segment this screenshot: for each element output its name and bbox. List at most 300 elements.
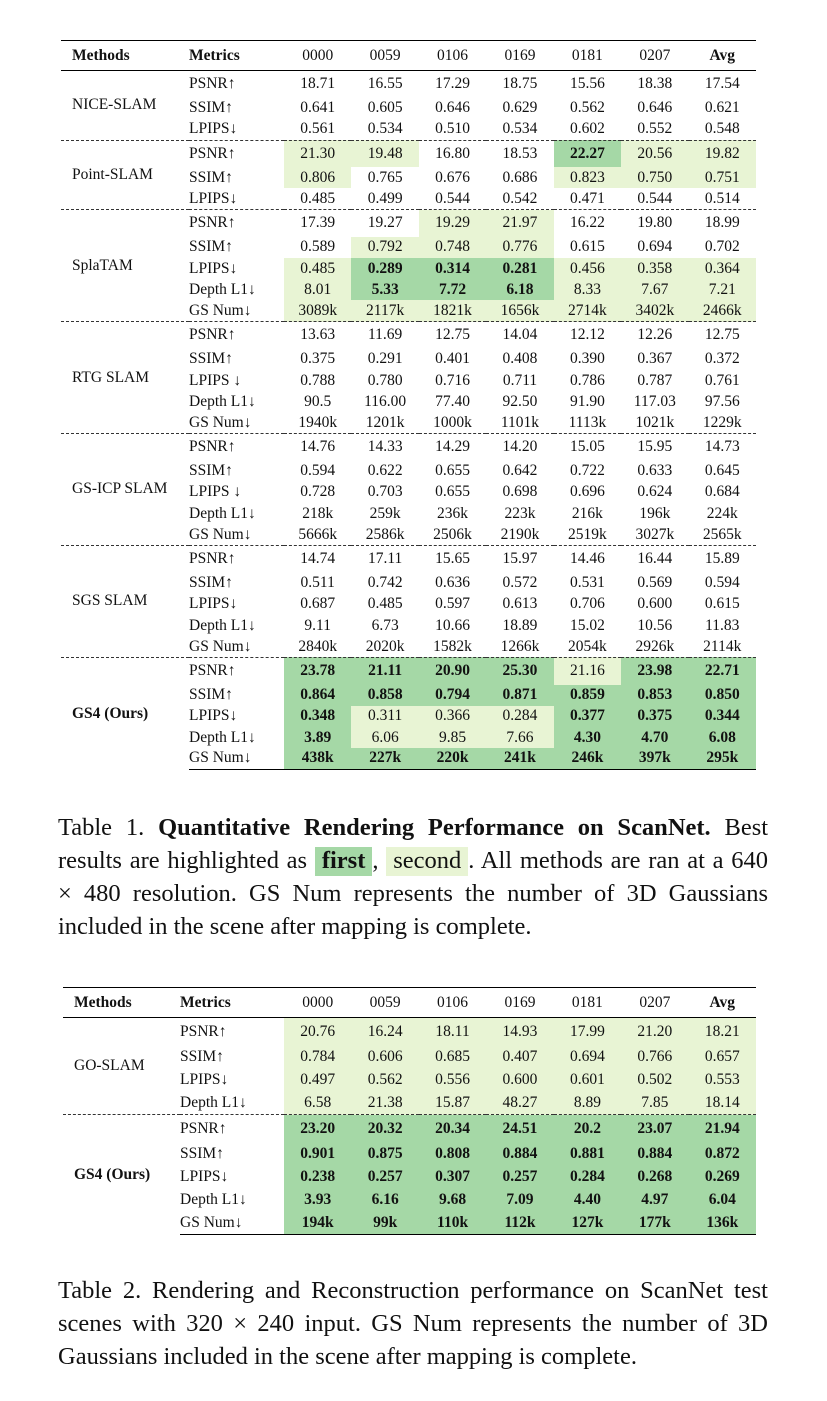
value-cell: 16.80 [419,140,486,167]
value-cell: 0.471 [569,189,605,207]
value-cell: 3089k [284,300,351,321]
value-cell: 196k [639,504,671,522]
value-cell: 0.364 [689,258,756,279]
value-cell: 0.766 [621,1046,688,1069]
value-cell: 1021k [635,413,675,431]
value-cell: 0.792 [351,237,418,258]
table-row [63,1115,756,1143]
value-cell: 17.29 [435,75,470,93]
value-cell: 0.615 [704,595,740,613]
value-cell: 0.875 [351,1143,418,1166]
value-cell: 0.375 [300,350,336,368]
value-cell: 0.776 [486,237,553,258]
value-cell: 1266k [500,637,540,655]
value-cell: 259k [369,504,401,522]
method-name: GS-ICP SLAM [61,434,189,546]
value-cell: 2840k [298,637,338,655]
metric-name: LPIPS↓ [189,120,238,138]
method-name: GS4 (Ours) [63,1115,180,1235]
value-cell: 0.562 [351,1069,418,1092]
value-cell: 0.562 [569,99,605,117]
column-header: 0207 [621,988,688,1018]
metric-name: GS Num↓ [189,301,252,319]
metric-name: Depth L1↓ [189,616,256,634]
value-cell: 90.5 [304,392,332,410]
value-cell: 18.14 [689,1092,756,1115]
value-cell: 15.56 [569,75,605,93]
value-cell: 0.390 [569,350,605,368]
metric-name: GS Num↓ [189,748,284,769]
metric-name: LPIPS↓ [180,1168,229,1185]
table-header-row [61,41,756,71]
value-cell: 0.750 [621,167,688,188]
value-cell: 0.238 [284,1166,351,1189]
value-cell: 0.784 [284,1046,351,1069]
value-cell: 8.33 [554,279,621,300]
value-cell: 0.642 [502,462,538,480]
column-header: 0169 [486,41,553,71]
value-cell: 18.89 [502,616,538,634]
value-cell: 20.32 [351,1115,418,1143]
value-cell: 18.38 [637,75,673,93]
value-cell: 0.872 [689,1143,756,1166]
value-cell: 17.39 [284,210,351,237]
method-name: SGS SLAM [61,545,189,657]
metric-name: Depth L1↓ [180,1093,247,1111]
value-cell: 0.765 [367,168,403,186]
value-cell: 0.748 [419,237,486,258]
value-cell: 0.552 [637,120,673,138]
value-cell: 0.544 [637,189,673,207]
value-cell: 220k [419,748,486,769]
value-cell: 0.311 [351,706,418,727]
value-cell: 2114k [703,637,742,655]
value-cell: 14.93 [486,1018,553,1046]
value-cell: 0.456 [554,258,621,279]
value-cell: 227k [351,748,418,769]
value-cell: 99k [351,1212,418,1235]
value-cell: 0.268 [621,1166,688,1189]
value-cell: 0.597 [435,595,470,613]
value-cell: 91.90 [569,392,605,410]
value-cell: 136k [689,1212,756,1235]
value-cell: 0.646 [435,99,470,117]
value-cell: 20.90 [419,657,486,684]
value-cell: 14.20 [486,434,553,461]
value-cell: 0.694 [554,1046,621,1069]
value-cell: 21.11 [351,657,418,684]
value-cell: 218k [302,504,334,522]
value-cell: 0.569 [637,574,673,592]
metric-name: Depth L1↓ [180,1191,247,1208]
value-cell: 12.75 [689,322,756,349]
metric-name: SSIM↑ [180,1048,224,1065]
caption-label: Table 1. [58,814,145,841]
value-cell: 14.46 [554,545,621,572]
value-cell: 0.600 [637,595,673,613]
value-cell: 0.589 [300,238,336,256]
value-cell: 21.16 [554,657,621,684]
value-cell: 10.66 [435,616,470,634]
metric-name: SSIM↑ [189,99,233,117]
value-cell: 0.606 [351,1046,418,1069]
value-cell: 0.621 [704,99,740,117]
value-cell: 0.289 [351,258,418,279]
value-cell: 0.633 [637,462,673,480]
value-cell: 0.594 [704,574,740,592]
value-cell: 2054k [568,637,607,655]
value-cell: 23.20 [284,1115,351,1143]
value-cell: 13.63 [284,322,351,349]
value-cell: 0.629 [502,99,538,117]
value-cell: 7.67 [621,279,688,300]
metric-name: PSNR↑ [189,434,284,461]
value-cell: 7.85 [621,1092,688,1115]
value-cell: 0.408 [502,350,538,368]
value-cell: 15.05 [554,434,621,461]
value-cell: 0.605 [367,99,403,117]
value-cell: 11.83 [705,616,740,634]
value-cell: 0.657 [689,1046,756,1069]
value-cell: 0.601 [554,1069,621,1092]
value-cell: 15.65 [419,545,486,572]
value-cell: 3027k [635,525,675,543]
value-cell: 0.786 [569,371,605,389]
value-cell: 12.12 [554,322,621,349]
value-cell: 20.2 [554,1115,621,1143]
value-cell: 19.27 [351,210,418,237]
value-cell: 0.602 [569,120,605,138]
column-header: Avg [689,988,756,1018]
metric-name: LPIPS↓ [180,1071,229,1088]
value-cell: 112k [486,1212,553,1235]
value-cell: 4.30 [554,727,621,748]
value-cell: 17.99 [554,1018,621,1046]
value-cell: 0.864 [284,685,351,706]
metric-name: SSIM↑ [189,238,233,256]
value-cell: 92.50 [502,392,538,410]
value-cell: 0.372 [704,350,740,368]
value-cell: 0.514 [704,189,740,207]
metric-name: Depth L1↓ [189,280,256,298]
metric-name: LPIPS↓ [189,259,238,277]
value-cell: 0.358 [621,258,688,279]
value-cell: 0.645 [704,462,740,480]
value-cell: 17.11 [351,545,418,572]
metric-name: GS Num↓ [189,525,252,543]
value-cell: 18.71 [300,75,336,93]
metric-name: LPIPS↓ [189,189,238,207]
metric-name: LPIPS↓ [189,595,238,613]
table-row [61,434,756,461]
value-cell: 15.89 [689,545,756,572]
value-cell: 14.33 [351,434,418,461]
table-row [61,657,756,684]
metric-name: PSNR↑ [189,545,284,572]
caption-text: Best results are highlighted as [58,814,769,874]
column-header: 0106 [419,988,486,1018]
table-row [61,545,756,572]
value-cell: 19.48 [351,140,418,167]
value-cell: 0.548 [704,120,740,138]
value-cell: 0.676 [435,168,470,186]
metric-name: GS Num↓ [189,413,252,431]
table-row [63,1018,756,1046]
value-cell: 0.685 [419,1046,486,1069]
value-cell: 0.859 [554,685,621,706]
value-cell: 0.624 [637,483,673,501]
value-cell: 25.30 [486,657,553,684]
column-header: Metrics [189,41,284,71]
column-header: 0059 [351,988,418,1018]
metric-name: PSNR↑ [180,1115,284,1143]
value-cell: 0.742 [367,574,403,592]
value-cell: 2565k [702,525,742,543]
value-cell: 3.93 [284,1189,351,1212]
metric-name: GS Num↓ [180,1212,284,1235]
value-cell: 6.16 [351,1189,418,1212]
column-header: Methods [61,41,189,71]
value-cell: 1229k [702,413,742,431]
column-header: 0181 [554,988,621,1018]
value-cell: 0.808 [419,1143,486,1166]
value-cell: 0.348 [284,706,351,727]
value-cell: 0.655 [435,483,470,501]
value-cell: 236k [437,504,469,522]
value-cell: 0.344 [689,706,756,727]
value-cell: 6.73 [371,616,399,634]
value-cell: 1000k [433,413,472,431]
value-cell: 22.71 [689,657,756,684]
value-cell: 21.38 [351,1092,418,1115]
value-cell: 3402k [621,300,688,321]
value-cell: 16.22 [554,210,621,237]
method-name: RTG SLAM [61,322,189,434]
value-cell: 127k [554,1212,621,1235]
value-cell: 21.30 [284,140,351,167]
value-cell: 16.44 [621,545,688,572]
value-cell: 0.884 [621,1143,688,1166]
value-cell: 21.97 [486,210,553,237]
value-cell: 0.850 [689,685,756,706]
value-cell: 14.04 [486,322,553,349]
value-cell: 12.75 [419,322,486,349]
value-cell: 14.29 [419,434,486,461]
value-cell: 9.11 [304,616,331,634]
value-cell: 2190k [500,525,540,543]
value-cell: 15.97 [486,545,553,572]
value-cell: 0.284 [554,1166,621,1189]
value-cell: 0.510 [435,120,470,138]
value-cell: 0.722 [569,462,605,480]
value-cell: 0.858 [351,685,418,706]
value-cell: 19.82 [689,140,756,167]
value-cell: 0.787 [637,371,673,389]
value-cell: 7.09 [486,1189,553,1212]
value-cell: 6.18 [486,279,553,300]
caption-comma: , [372,847,379,874]
method-name: GS4 (Ours) [61,657,189,769]
metric-name: Depth L1↓ [189,392,256,410]
metric-name: PSNR↑ [189,210,284,237]
value-cell: 0.871 [486,685,553,706]
value-cell: 0.751 [689,167,756,188]
value-cell: 9.85 [419,727,486,748]
value-cell: 0.257 [486,1166,553,1189]
column-header: 0000 [284,988,351,1018]
value-cell: 10.56 [637,616,673,634]
value-cell: 295k [689,748,756,769]
metric-name: LPIPS ↓ [189,483,242,501]
metric-name: SSIM↑ [180,1145,224,1162]
value-cell: 0.367 [637,350,673,368]
value-cell: 2020k [365,637,405,655]
value-cell: 0.702 [704,238,740,256]
value-cell: 0.375 [621,706,688,727]
value-cell: 117.03 [633,392,676,410]
value-cell: 0.499 [367,189,403,207]
metric-name: Depth L1↓ [189,504,256,522]
value-cell: 6.04 [689,1189,756,1212]
value-cell: 0.561 [300,120,336,138]
value-cell: 0.556 [419,1069,486,1092]
metric-name: SSIM↑ [189,168,233,186]
value-cell: 0.613 [502,595,538,613]
value-cell: 0.366 [419,706,486,727]
value-cell: 0.534 [502,120,538,138]
value-cell: 0.622 [367,462,403,480]
table-2 [63,987,756,1235]
value-cell: 11.69 [351,322,418,349]
value-cell: 8.89 [554,1092,621,1115]
value-cell: 0.485 [284,258,351,279]
value-cell: 0.794 [419,685,486,706]
table-row [61,210,756,237]
value-cell: 0.686 [502,168,538,186]
value-cell: 23.78 [284,657,351,684]
value-cell: 1201k [365,413,405,431]
value-cell: 246k [554,748,621,769]
value-cell: 6.06 [351,727,418,748]
value-cell: 6.58 [284,1092,351,1115]
value-cell: 15.95 [621,434,688,461]
value-cell: 2117k [351,300,418,321]
value-cell: 14.73 [689,434,756,461]
table-2-caption [58,1274,768,1373]
value-cell: 110k [419,1212,486,1235]
column-header: Metrics [180,988,284,1018]
value-cell: 0.284 [486,706,553,727]
column-header: 0000 [284,41,351,71]
value-cell: 0.881 [554,1143,621,1166]
value-cell: 18.53 [486,140,553,167]
value-cell: 20.76 [284,1018,351,1046]
value-cell: 397k [621,748,688,769]
metric-name: Depth L1↓ [189,728,256,746]
value-cell: 9.68 [419,1189,486,1212]
table-row [61,140,756,167]
metric-name: PSNR↑ [189,75,236,93]
value-cell: 2714k [554,300,621,321]
method-name: NICE-SLAM [72,96,157,114]
value-cell: 0.407 [486,1046,553,1069]
metric-name: PSNR↑ [180,1022,227,1040]
value-cell: 0.269 [689,1166,756,1189]
value-cell: 0.257 [351,1166,418,1189]
value-cell: 0.655 [435,462,470,480]
metric-name: SSIM↑ [189,462,233,480]
value-cell: 0.853 [621,685,688,706]
value-cell: 241k [486,748,553,769]
value-cell: 18.21 [689,1018,756,1046]
second-swatch: second [386,847,468,876]
value-cell: 0.497 [284,1069,351,1092]
value-cell: 0.572 [502,574,538,592]
metric-name: LPIPS↓ [189,707,238,725]
value-cell: 20.34 [419,1115,486,1143]
value-cell: 0.728 [300,483,336,501]
value-cell: 48.27 [486,1092,553,1115]
value-cell: 4.70 [621,727,688,748]
value-cell: 0.542 [502,189,538,207]
column-header: 0059 [351,41,418,71]
value-cell: 1821k [419,300,486,321]
value-cell: 0.502 [621,1069,688,1092]
value-cell: 0.703 [367,483,403,501]
value-cell: 0.594 [300,462,336,480]
value-cell: 0.511 [300,574,335,592]
method-name: GO-SLAM [74,1057,145,1074]
value-cell: 0.694 [637,238,673,256]
value-cell: 0.534 [367,120,403,138]
column-header: 0106 [419,41,486,71]
value-cell: 0.761 [704,371,740,389]
table-row [61,71,756,98]
value-cell: 194k [284,1212,351,1235]
value-cell: 0.281 [486,258,553,279]
value-cell: 1101k [500,413,540,431]
value-cell: 8.01 [284,279,351,300]
value-cell: 77.40 [435,392,470,410]
caption-text: Table 2. Rendering and Reconstruction performance on ScanNet test scenes with 320 × 240 input. GS Num represents the number of 3D Gaussians included in the scene after mapping is complete. [58,1277,768,1370]
value-cell: 21.20 [621,1018,688,1046]
value-cell: 1113k [568,413,607,431]
value-cell: 0.485 [300,189,336,207]
value-cell: 0.615 [569,238,605,256]
value-cell: 0.706 [569,595,605,613]
column-header: Methods [63,988,180,1018]
value-cell: 23.98 [621,657,688,684]
value-cell: 19.80 [621,210,688,237]
value-cell: 5.33 [351,279,418,300]
value-cell: 0.684 [704,483,740,501]
value-cell: 224k [706,504,738,522]
value-cell: 0.901 [284,1143,351,1166]
metric-name: PSNR↑ [189,322,284,349]
table-header-row [63,988,756,1018]
value-cell: 0.544 [435,189,470,207]
value-cell: 2506k [433,525,472,543]
value-cell: 1656k [486,300,553,321]
value-cell: 4.40 [554,1189,621,1212]
value-cell: 7.66 [486,727,553,748]
value-cell: 438k [284,748,351,769]
value-cell: 16.24 [351,1018,418,1046]
metric-name: SSIM↑ [189,686,233,704]
value-cell: 7.21 [689,279,756,300]
value-cell: 14.74 [284,545,351,572]
value-cell: 22.27 [554,140,621,167]
